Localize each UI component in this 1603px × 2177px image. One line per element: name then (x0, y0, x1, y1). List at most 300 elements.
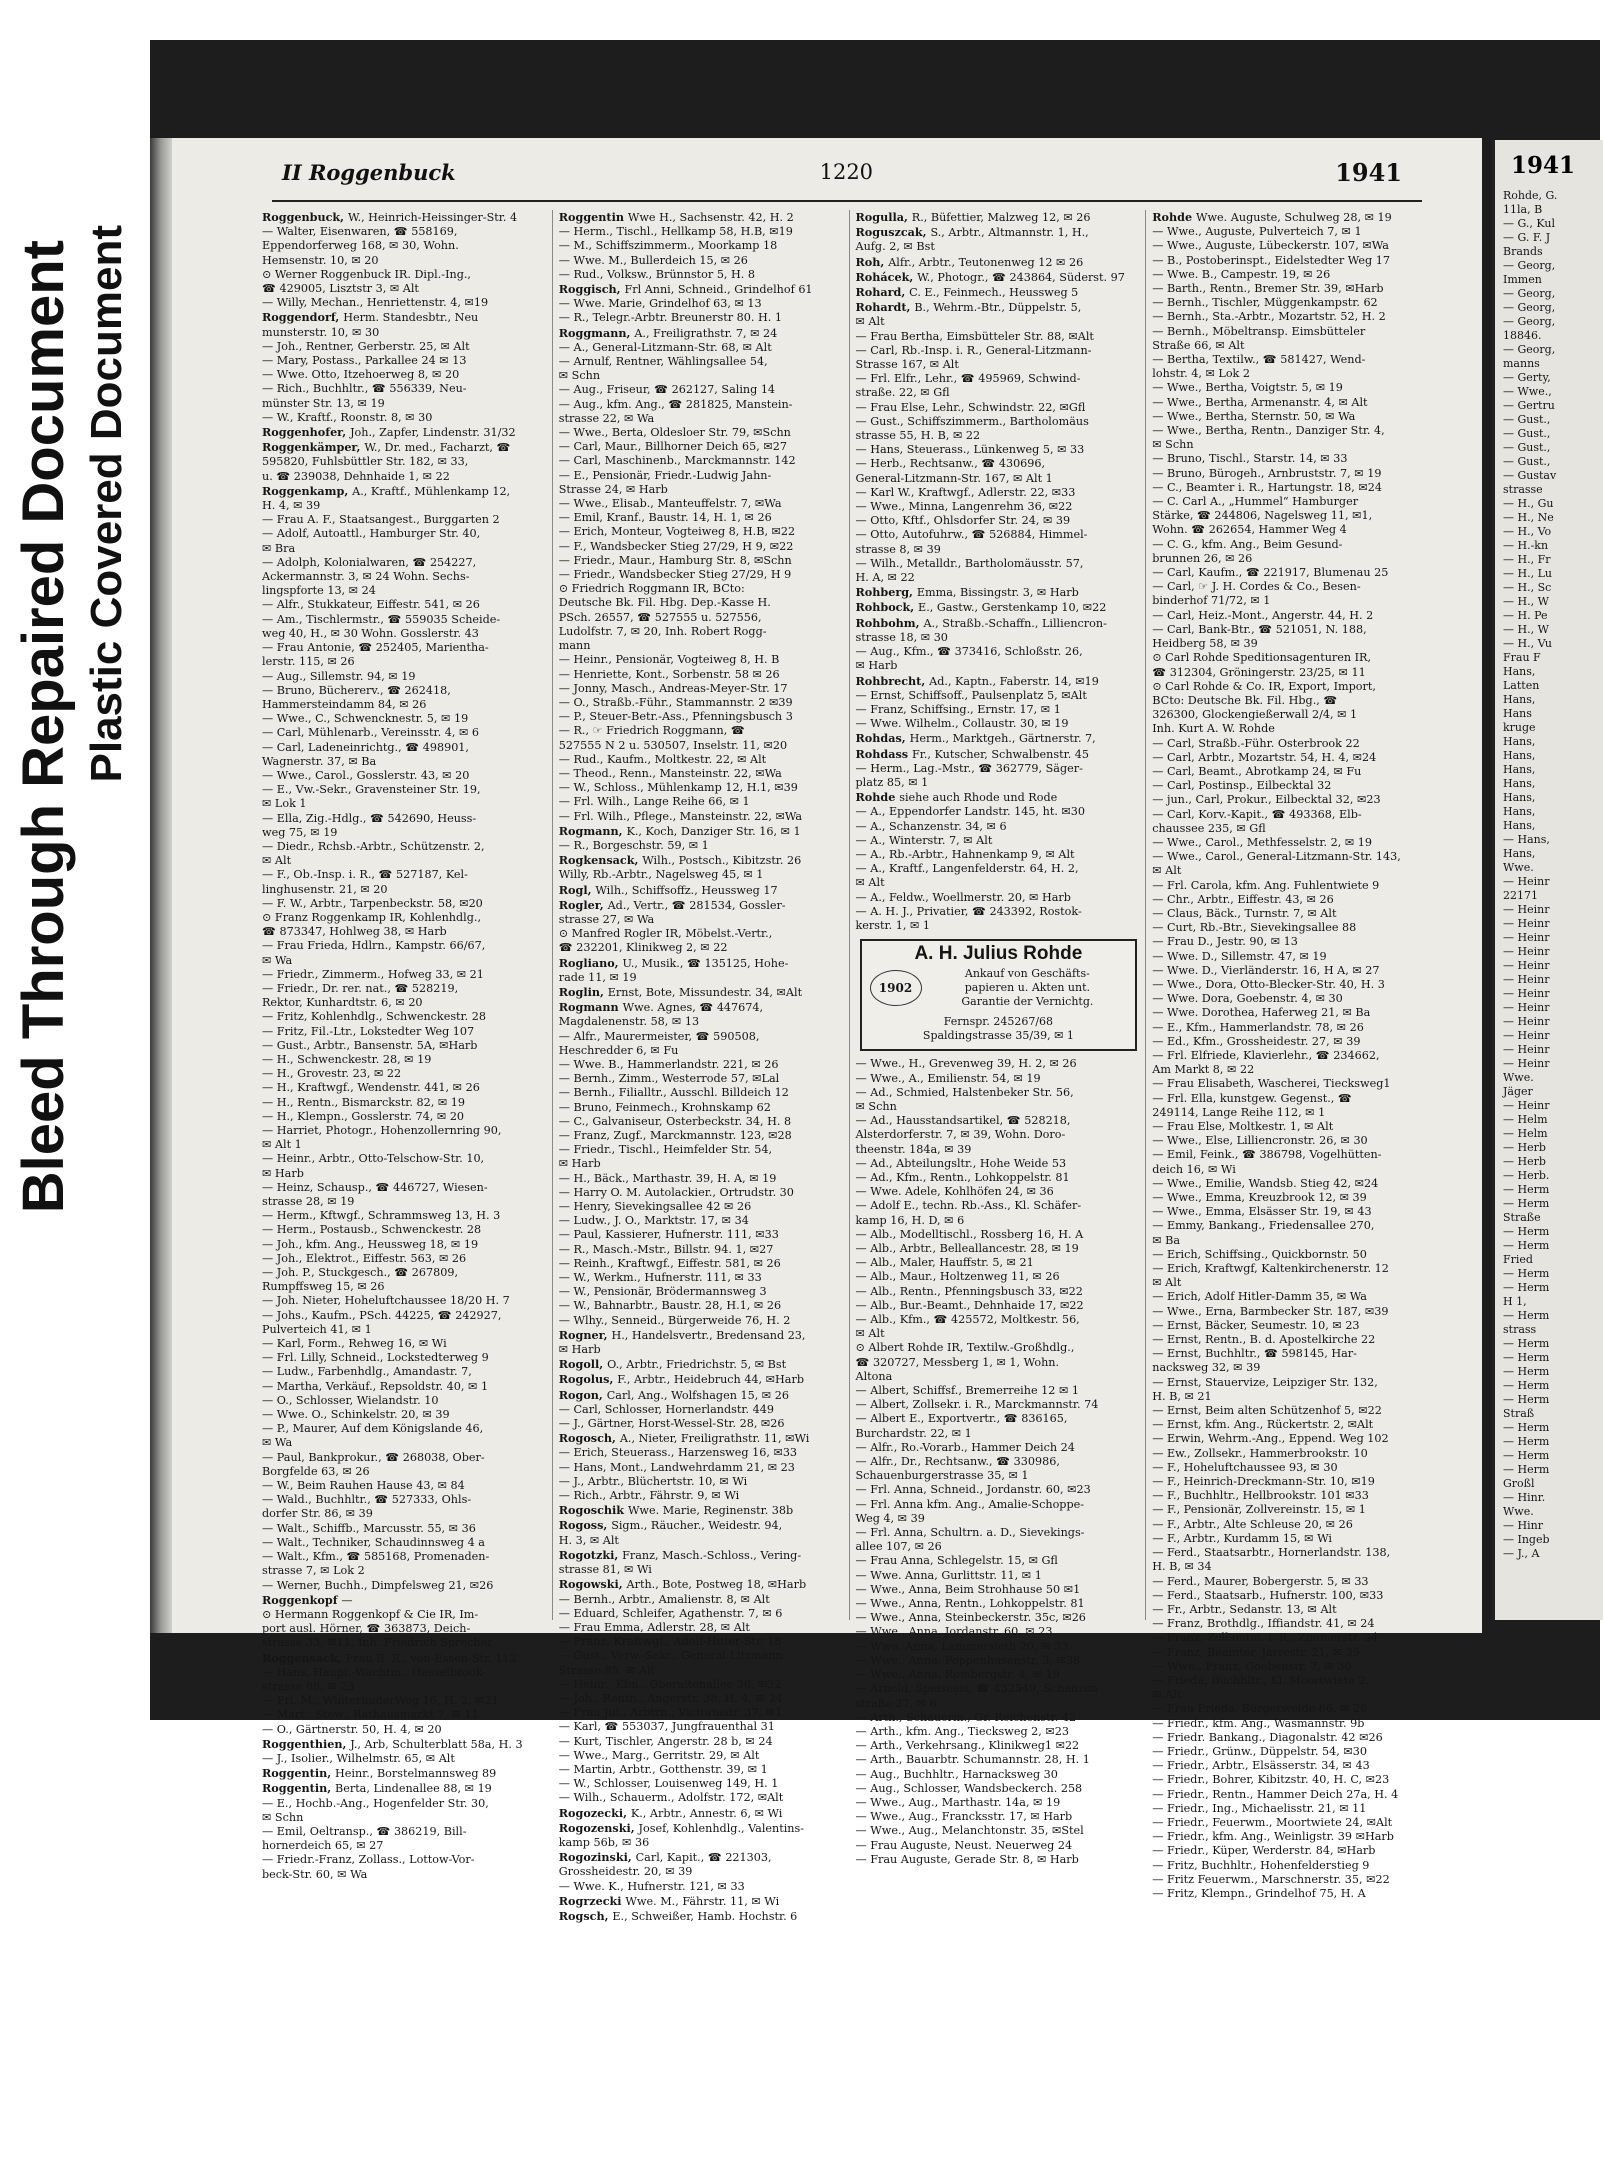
directory-entry (559, 454, 845, 468)
entry-text: — A., Winterstr. 7, ✉ Alt (855, 833, 993, 847)
entry-text: binderhof 71/72, ✉ 1 (1152, 594, 1271, 608)
entry-text: 595820, Fuhlsbüttler Str. 182, ✉ 33, (262, 455, 469, 469)
entry-text: — Ad., Schmied, Halstenbeker Str. 56, (855, 1085, 1074, 1099)
entry-text: — Friedr. Bankang., Diagonalstr. 42 ✉26 (1152, 1730, 1383, 1744)
entry-text: Deutsche Bk. Fil. Hbg. Dep.-Kasse H. (558, 596, 771, 610)
directory-entry (856, 1753, 1142, 1767)
directory-entry (1152, 1347, 1438, 1361)
entry-text: — Joh., Elektrot., Eiffestr. 563, ✉ 26 (262, 1251, 467, 1265)
entry-text: — A., Feldw., Woellmerstr. 20, ✉ Harb (855, 890, 1071, 904)
directory-entry (262, 1110, 548, 1124)
entry-text: — Ernst, kfm. Ang., Rückertstr. 2, ✉Alt (1152, 1418, 1374, 1432)
entry-text: — E., Kfm., Hammerlandstr. 78, ✉ 26 (1152, 1020, 1364, 1034)
column-2 (558, 210, 850, 1923)
entry-text: Wohn. ☎ 262654, Hammer Weg 4 (1152, 523, 1347, 537)
entry-text: Am Markt 8, ✉ 22 (1152, 1063, 1255, 1077)
entry-text: — Frau Antonie, ☎ 252405, Marientha- (262, 641, 489, 655)
directory-entry (1152, 1063, 1438, 1077)
directory-entry (1152, 523, 1438, 537)
directory-entry (559, 440, 845, 454)
adjacent-entry: Hans (1503, 707, 1532, 720)
directory-entry (262, 368, 548, 382)
directory-entry (1152, 1816, 1438, 1830)
directory-entry (559, 1403, 845, 1417)
directory-entry (856, 1554, 1142, 1568)
directory-entry (262, 627, 548, 641)
entry-text: Hammersteindamm 84, ✉ 26 (262, 697, 427, 711)
directory-entry (1152, 495, 1438, 509)
directory-entry (262, 741, 548, 755)
adjacent-entry: — H., Lu (1503, 567, 1552, 580)
directory-entry (1152, 1234, 1438, 1248)
directory-entry (262, 883, 548, 897)
directory-entry (856, 1228, 1142, 1242)
entry-surname: Roggisch, (558, 282, 625, 297)
entry-text: Straße 66, ✉ Alt (1152, 338, 1245, 352)
entry-text: — Fritz, Buchhltr., Hohenfelderstieg 9 (1152, 1858, 1370, 1872)
directory-entry (1152, 1049, 1438, 1063)
entry-text: ✉ Harb (855, 659, 898, 673)
directory-entry (856, 372, 1142, 386)
directory-entry (1152, 722, 1438, 736)
entry-text: — Arnold, Speiseeis, ☎ 432549, Schanzen- (855, 1682, 1102, 1696)
directory-entry (262, 1422, 548, 1436)
entry-text: — Franz, Beamter, Jarrestr. 21, ✉ 39 (1152, 1645, 1360, 1659)
directory-entry (1152, 1219, 1438, 1233)
ad-title: A. H. Julius Rohde (914, 943, 1083, 965)
directory-entry (559, 341, 845, 355)
directory-entry (856, 1171, 1142, 1185)
entry-text: — Wwe. Anna, Lammersieth 20, ✉ 33 (855, 1639, 1069, 1653)
entry-text: — Wwe., Carol., Methfesselstr. 2, ✉ 19 (1152, 835, 1372, 849)
entry-text: — Friedr., Rentn., Hammer Deich 27a, H. 4 (1152, 1787, 1399, 1801)
directory-entry (1152, 893, 1438, 907)
adjacent-entry: — Herm (1503, 1351, 1550, 1364)
entry-surname: Rohbrecht, (855, 673, 930, 688)
entry-text: — W., Beim Rauhen Hause 43, ✉ 84 (262, 1479, 465, 1493)
adjacent-entry: — Herm (1503, 1197, 1550, 1210)
entry-text: Ernst, Bote, Missundestr. 34, ✉Alt (607, 985, 803, 999)
adjacent-entry: — G., Kul (1503, 217, 1555, 230)
adjacent-entry: Wwe. (1503, 1505, 1534, 1518)
entry-text: ✉ Wa (262, 1436, 293, 1450)
adjacent-entry: — Heinr (1503, 1057, 1550, 1070)
directory-entry (856, 528, 1142, 542)
entry-text: — Carl, Beamt., Abrotkamp 24, ✉ Fu (1152, 764, 1362, 778)
entry-text: ☎ 312304, Gröningerstr. 23/25, ✉ 11 (1152, 665, 1366, 679)
directory-entry (559, 383, 845, 397)
entry-text: — Frl. Ella, kunstgew. Gegenst., ☎ (1152, 1091, 1352, 1105)
directory-entry (1152, 1134, 1438, 1148)
directory-entry (262, 1266, 548, 1280)
directory-entry (559, 941, 845, 955)
entry-text: — Wwe., Erna, Barmbecker Str. 187, ✉39 (1152, 1304, 1389, 1318)
directory-entry (262, 1666, 548, 1680)
entry-surname: Rohardt, (855, 300, 915, 315)
directory-entry (1152, 1290, 1438, 1304)
entry-text: — Wwe., Dora, Otto-Blecker-Str. 40, H. 3 (1152, 977, 1385, 991)
entry-text: — Alb., Bur.-Beamt., Dehnhaide 17, ✉22 (855, 1298, 1084, 1312)
adjacent-entry: — Herm (1503, 1225, 1550, 1238)
entry-text: — Ernst, Beim alten Schützenhof 5, ✉22 (1152, 1404, 1382, 1418)
adjacent-entry: — H., Sc (1503, 581, 1552, 594)
entry-text: lingspforte 13, ✉ 24 (262, 584, 376, 598)
entry-text: — Wwe., Else, Lilliencronstr. 26, ✉ 30 (1152, 1134, 1368, 1148)
directory-entry (262, 1797, 548, 1811)
entry-text: — Wwe., Aug., Marthastr. 14a, ✉ 19 (855, 1795, 1061, 1809)
directory-entry (559, 1129, 845, 1143)
adjacent-entry: — Herm (1503, 1449, 1550, 1462)
directory-entry (262, 225, 548, 239)
entry-text: H. 4, ✉ 39 (262, 499, 321, 513)
entry-text: — Bruno, Tischl., Starstr. 14, ✉ 33 (1152, 452, 1348, 466)
entry-text: BCto: Deutsche Bk. Fil. Hbg., ☎ (1152, 693, 1338, 707)
directory-entry (262, 310, 548, 325)
directory-entry (262, 996, 548, 1010)
entry-text: nacksweg 32, ✉ 39 (1152, 1361, 1261, 1375)
adjacent-entry: — Herm (1503, 1183, 1550, 1196)
entry-text: — E., Vw.-Sekr., Gravensteiner Str. 19, (262, 783, 481, 797)
entry-text: — Wwe., Bertha, Rentn., Danziger Str. 4, (1152, 424, 1385, 438)
column-3 (855, 210, 1147, 1866)
directory-entry (1152, 1617, 1438, 1631)
directory-entry (262, 769, 548, 783)
entry-text: — Chr., Arbtr., Eiffestr. 43, ✉ 26 (1152, 892, 1334, 906)
directory-entry (1152, 1120, 1438, 1134)
directory-entry (856, 1100, 1142, 1114)
entry-text: Inh. Kurt A. W. Rohde (1152, 722, 1275, 736)
directory-entry (262, 1039, 548, 1053)
directory-entry (559, 1706, 845, 1720)
entry-text: C. E., Feinmech., Heussweg 5 (909, 286, 1079, 300)
entry-text: ✉ Bra (262, 541, 296, 555)
directory-entry (856, 1512, 1142, 1526)
directory-entry (262, 982, 548, 996)
directory-entry (1152, 1035, 1438, 1049)
directory-entry (1152, 580, 1438, 594)
entry-text: Strasse 167, ✉ Alt (855, 358, 959, 372)
entry-text: ✉ Alt 1 (262, 1138, 302, 1152)
entry-text: — Frau Jul., Arbtrn., Victoriastr. 37, ✉1 (558, 1706, 783, 1720)
directory-entry (262, 1622, 548, 1636)
adjacent-entry: Fried (1503, 1253, 1533, 1266)
directory-entry (262, 840, 548, 854)
entry-text: — Frau Emma, Adlerstr. 28, ✉ Alt (558, 1620, 750, 1634)
directory-entry (559, 1072, 845, 1086)
adjacent-entry: — Heinr (1503, 875, 1550, 888)
adjacent-entry: — Gust., (1503, 427, 1551, 440)
entry-text: platz 85, ✉ 1 (855, 775, 929, 789)
entry-text: — Wwe., Carol., Gosslerstr. 43, ✉ 20 (262, 768, 470, 782)
directory-entry (1152, 282, 1438, 296)
entry-text: — Claus, Bäck., Turnstr. 7, ✉ Alt (1152, 906, 1337, 920)
entry-text: — Carl, Rb.-Insp. i. R., General-Litzmann- (855, 343, 1092, 357)
entry-text: — Joh., kfm. Ang., Heussweg 18, ✉ 19 (262, 1237, 479, 1251)
adjacent-entry: — Heinr (1503, 973, 1550, 986)
adjacent-entry: — Hans, (1503, 833, 1550, 846)
directory-entry (262, 1067, 548, 1081)
directory-entry (559, 1664, 845, 1678)
directory-entry (856, 1441, 1142, 1455)
directory-entry (559, 1157, 845, 1171)
entry-text: — Alb., Arbtr., Belleallancestr. 28, ✉ 19 (855, 1242, 1079, 1255)
directory-entry (262, 470, 548, 484)
directory-entry (1152, 239, 1438, 253)
entry-text: B., Wehrm.-Btr., Düppelstr. 5, (914, 301, 1082, 315)
entry-text: — Friedr., Tischl., Heimfelder Str. 54, (558, 1143, 773, 1157)
directory-entry (1152, 452, 1438, 466)
directory-entry (856, 1270, 1142, 1284)
directory-entry (262, 1394, 548, 1408)
directory-entry (262, 1209, 548, 1223)
entry-text: — Wwe., Emma, Elsässer Str. 19, ✉ 43 (1152, 1205, 1372, 1219)
adjacent-entry: — Heinr (1503, 1099, 1550, 1112)
entry-surname: Rohbohm, (855, 615, 924, 630)
directory-entry (1152, 765, 1438, 779)
directory-entry (262, 1579, 548, 1593)
entry-text: A., Nieter, Freiligrathstr. 11, ✉Wi (619, 1432, 810, 1446)
directory-entry (856, 1824, 1142, 1838)
entry-text: — C., Galvaniseur, Osterbeckstr. 34, H. 8 (558, 1114, 792, 1128)
directory-entry (1152, 1092, 1438, 1106)
entry-text: — R., Masch.-Mstr., Billstr. 94. 1, ✉27 (558, 1242, 774, 1256)
directory-entry (1152, 1376, 1438, 1390)
entry-text: — Ferd., Staatsarb., Hufnerstr. 100, ✉33 (1152, 1588, 1384, 1602)
directory-entry (856, 457, 1142, 471)
entry-text: — Albert, Schiffsf., Bremerreihe 12 ✉ 1 (855, 1384, 1079, 1398)
entry-surname: Rohbock, (855, 600, 919, 615)
entry-text: — Wwe., Emma, Kreuzbrook 12, ✉ 39 (1152, 1191, 1367, 1205)
entry-surname: Rogoll, (558, 1357, 608, 1372)
entry-text: ☎ 873347, Hohlweg 38, ✉ Harb (262, 925, 447, 939)
entry-text: — P., Maurer, Auf dem Königslande 46, (262, 1422, 484, 1436)
directory-entry (1152, 935, 1438, 949)
directory-entry (559, 398, 845, 412)
entry-text: munsterstr. 10, ✉ 30 (262, 325, 380, 339)
directory-entry (856, 1313, 1142, 1327)
entry-text: — W., Pensionär, Brödermannsweg 3 (558, 1285, 767, 1299)
directory-entry (559, 355, 845, 369)
directory-entry (1152, 1873, 1438, 1887)
directory-entry (559, 282, 845, 297)
entry-text: Arth., Bote, Postweg 18, ✉Harb (626, 1578, 807, 1592)
entry-text: — Erwin, Wehrm.-Ang., Eppend. Weg 102 (1152, 1432, 1389, 1446)
directory-entry (856, 1739, 1142, 1753)
directory-entry (856, 1668, 1142, 1682)
adjacent-entry: Hans, (1503, 847, 1536, 860)
directory-entry (262, 1811, 548, 1825)
directory-entry (559, 1015, 845, 1029)
entry-text: Ad., Vertr., ☎ 281534, Gossler- (607, 898, 786, 912)
directory-entry (262, 1053, 548, 1067)
directory-entry (559, 568, 845, 582)
directory-entry (856, 500, 1142, 514)
entry-text: — Arnulf, Rentner, Wählingsallee 54, (558, 355, 768, 369)
entry-text: S., Arbtr., Altmannstr. 1, H., (930, 226, 1089, 240)
entry-text: — Wwe., Anna, Steinbeckerstr. 35c, ✉26 (855, 1611, 1086, 1625)
adjacent-entry: — Hinr (1503, 1519, 1543, 1532)
entry-text: Willy, Rb.-Arbtr., Nagelsweg 45, ✉ 1 (558, 868, 764, 882)
directory-entry (559, 1257, 845, 1271)
directory-entry (1152, 680, 1438, 694)
adjacent-entry: — Herb. (1503, 1169, 1550, 1182)
entry-text: ⊙ Carl Rohde & Co. IR, Export, Import, (1152, 679, 1376, 693)
adjacent-entry: — Heinr (1503, 903, 1550, 916)
entry-text: — Ernst, Buchhltr., ☎ 598145, Har- (1152, 1347, 1357, 1361)
entry-text: — Carl, Bank-Btr., ☎ 521051, N. 188, (1152, 622, 1367, 636)
entry-text: Aufg. 2, ✉ Bst (855, 240, 935, 254)
directory-entry (559, 767, 845, 781)
entry-text: — Albert E., Exportvertr., ☎ 836165, (855, 1412, 1068, 1426)
directory-entry (856, 1412, 1142, 1426)
entry-text: — Frl. Anna, Schneid., Jordanstr. 60, ✉23 (855, 1483, 1091, 1497)
plastic-covered-label: Plastic Covered Document (82, 225, 131, 783)
adjacent-entry: kruge (1503, 721, 1536, 734)
directory-entry (1152, 964, 1438, 978)
entry-surname: Rogotzki, (558, 1547, 623, 1562)
entry-text: — Alfr., Maurermeister, ☎ 590508, (558, 1029, 760, 1043)
directory-entry (559, 596, 845, 610)
directory-entry (559, 1821, 845, 1836)
adjacent-entry: Hans, (1503, 763, 1536, 776)
directory-entry (262, 1365, 548, 1379)
entry-surname: Rogowski, (558, 1577, 627, 1592)
column-4 (1152, 210, 1442, 1900)
directory-entry (1152, 1660, 1438, 1674)
entry-text: — Paul, Bankprokur., ☎ 268038, Ober- (262, 1450, 485, 1464)
adjacent-entry: — Heinr (1503, 1029, 1550, 1042)
directory-entry (559, 1865, 845, 1879)
directory-entry (1152, 438, 1438, 452)
entry-text: — Wwe., Marg., Gerritstr. 29, ✉ Alt (558, 1748, 760, 1762)
entry-text: — Alb., Kfm., ☎ 425572, Moltkestr. 56, (855, 1313, 1080, 1327)
entry-text: — Wwe. Wilhelm., Collaustr. 30, ✉ 19 (855, 717, 1069, 731)
entry-text: — Friedr., kfm. Ang., Wasmannstr. 9b (1152, 1716, 1365, 1730)
entry-text: ✉ Alt (855, 315, 885, 329)
entry-text: ✉ Alt (1152, 864, 1182, 878)
directory-entry (856, 270, 1142, 285)
directory-entry (1152, 1461, 1438, 1475)
ad-address: Spaldingstrasse 35/39, ✉ 1 (922, 1029, 1074, 1043)
entry-surname: Roh, (855, 254, 889, 269)
directory-entry (1152, 850, 1438, 864)
directory-entry (856, 1455, 1142, 1469)
entry-text: Altona (855, 1369, 893, 1383)
adjacent-page (1492, 140, 1603, 1620)
directory-entry (262, 296, 548, 310)
entry-text: — Wwe., Carol., General-Litzmann-Str. 143, (1152, 850, 1401, 864)
entry-text: — Arth., Bauarbtr. Schumannstr. 28, H. 1 (855, 1753, 1090, 1767)
entry-text: beck-Str. 60, ✉ Wa (262, 1867, 368, 1881)
adjacent-entry: — Gust., (1503, 455, 1551, 468)
entry-text: — Wald., Buchhltr., ☎ 527333, Ohls- (262, 1493, 472, 1507)
entry-text: strasse 88, ✉ 23 (262, 1679, 355, 1693)
adjacent-entry: — Herm (1503, 1281, 1550, 1294)
adjacent-entry: — H. Pe (1503, 609, 1548, 622)
year-label: 1941 (1335, 158, 1402, 187)
directory-entry (1152, 1319, 1438, 1333)
entry-text: — Wwe., Bertha, Armenanstr. 4, ✉ Alt (1152, 395, 1368, 409)
ad-text (928, 967, 1128, 1009)
directory-entry (559, 1577, 845, 1592)
bleed-through-label: Bleed Through Repaired Document (11, 240, 76, 1214)
entry-text: — F., Buchhltr., Hellbrookstr. 101 ✉33 (1152, 1489, 1369, 1503)
directory-entry (856, 1697, 1142, 1711)
entry-text: strasse 27, ✉ Wa (558, 912, 655, 926)
directory-entry (1152, 1177, 1438, 1191)
entry-text: — Friedr., kfm. Ang., Weinligstr. 39 ✉Harb (1152, 1830, 1394, 1844)
directory-entry (262, 655, 548, 669)
entry-text: — Franz, Zugf., Marckmannstr. 123, ✉28 (558, 1129, 792, 1142)
adjacent-entry: — Wwe., (1503, 385, 1552, 398)
directory-entry (1152, 1560, 1438, 1574)
entry-text: A., Kraftf., Mühlenkamp 12, (352, 484, 511, 498)
entry-text: Frau B. R., von-Essen-Str. 112 (345, 1651, 517, 1665)
directory-entry (1152, 1106, 1438, 1120)
adjacent-entry: — G. F. J (1503, 231, 1551, 244)
directory-entry (262, 670, 548, 684)
directory-entry (856, 1810, 1142, 1824)
entry-text: weg 40, H., ✉ 30 Wohn. Gosslerstr. 43 (262, 626, 479, 640)
directory-entry (262, 1309, 548, 1323)
entry-text: — Joh., Rentner, Gerberstr. 25, ✉ Alt (262, 339, 470, 353)
directory-entry (262, 1839, 548, 1853)
directory-entry (856, 1782, 1142, 1796)
directory-entry (262, 1507, 548, 1521)
entry-text: — F., Heinrich-Dreckmann-Str. 10, ✉19 (1152, 1475, 1375, 1489)
directory-entry (262, 1138, 548, 1152)
entry-text: — Bernh., Möbeltransp. Eimsbütteler (1152, 324, 1366, 338)
directory-entry (856, 1256, 1142, 1270)
directory-entry (262, 584, 548, 598)
entry-text: Heidberg 58, ✉ 39 (1152, 637, 1258, 651)
entry-text: — Karl, ☎ 553037, Jungfrauenthal 31 (558, 1720, 775, 1734)
entry-text: strasse 8, ✉ 39 (855, 542, 941, 556)
directory-entry (262, 797, 548, 811)
directory-entry (1152, 1702, 1438, 1716)
directory-entry (262, 1408, 548, 1422)
adjacent-entry: — H., W (1503, 623, 1549, 636)
directory-entry (559, 540, 845, 554)
entry-text: — Frl. Carola, kfm. Ang. Fuhlentwiete 9 (1152, 878, 1380, 892)
directory-entry (856, 1498, 1142, 1512)
directory-entry (1152, 339, 1438, 353)
directory-entry (1152, 1589, 1438, 1603)
entry-text: Herm., Marktgeh., Gärtnerstr. 7, (909, 732, 1096, 746)
directory-entry (1152, 907, 1438, 921)
entry-surname: Rogmann (558, 1000, 623, 1015)
entry-text: — Arth., kfm. Ang., Tiecksweg 2, ✉23 (855, 1724, 1069, 1738)
entry-text: — Wlhy., Senneid., Bürgerweide 76, H. 2 (558, 1313, 791, 1327)
entry-surname: Rohácek, (855, 269, 918, 284)
entry-surname: Roggentin, (262, 1781, 335, 1796)
directory-entry (262, 1323, 548, 1337)
entry-text: — Rud., Kaufm., Moltkestr. 22, ✉ Alt (558, 752, 767, 766)
directory-entry (262, 1853, 548, 1867)
entry-text: — Eduard, Schleifer, Agathenstr. 7, ✉ 6 (558, 1606, 783, 1620)
adjacent-entry: Rohde, G. (1503, 189, 1558, 202)
entry-text: ☎ 429005, Lisztstr 3, ✉ Alt (262, 282, 419, 296)
entry-text: — Frl. Elfr., Lehr., ☎ 495969, Schwind- (855, 372, 1081, 386)
entry-text: — Aug., Kfm., ☎ 373416, Schloßstr. 26, (855, 645, 1083, 659)
entry-text: — Wwe., Minna, Langenrehm 36, ✉22 (855, 500, 1073, 514)
entry-text: Wagnerstr. 37, ✉ Ba (262, 754, 377, 768)
adjacent-entry: — Gertru (1503, 399, 1555, 412)
entry-text: ☎ 232201, Klinikweg 2, ✉ 22 (558, 941, 728, 955)
entry-surname: Rogliano, (558, 955, 623, 970)
ad-phone: Fernspr. 245267/68 (943, 1015, 1054, 1029)
directory-entry (559, 1593, 845, 1607)
